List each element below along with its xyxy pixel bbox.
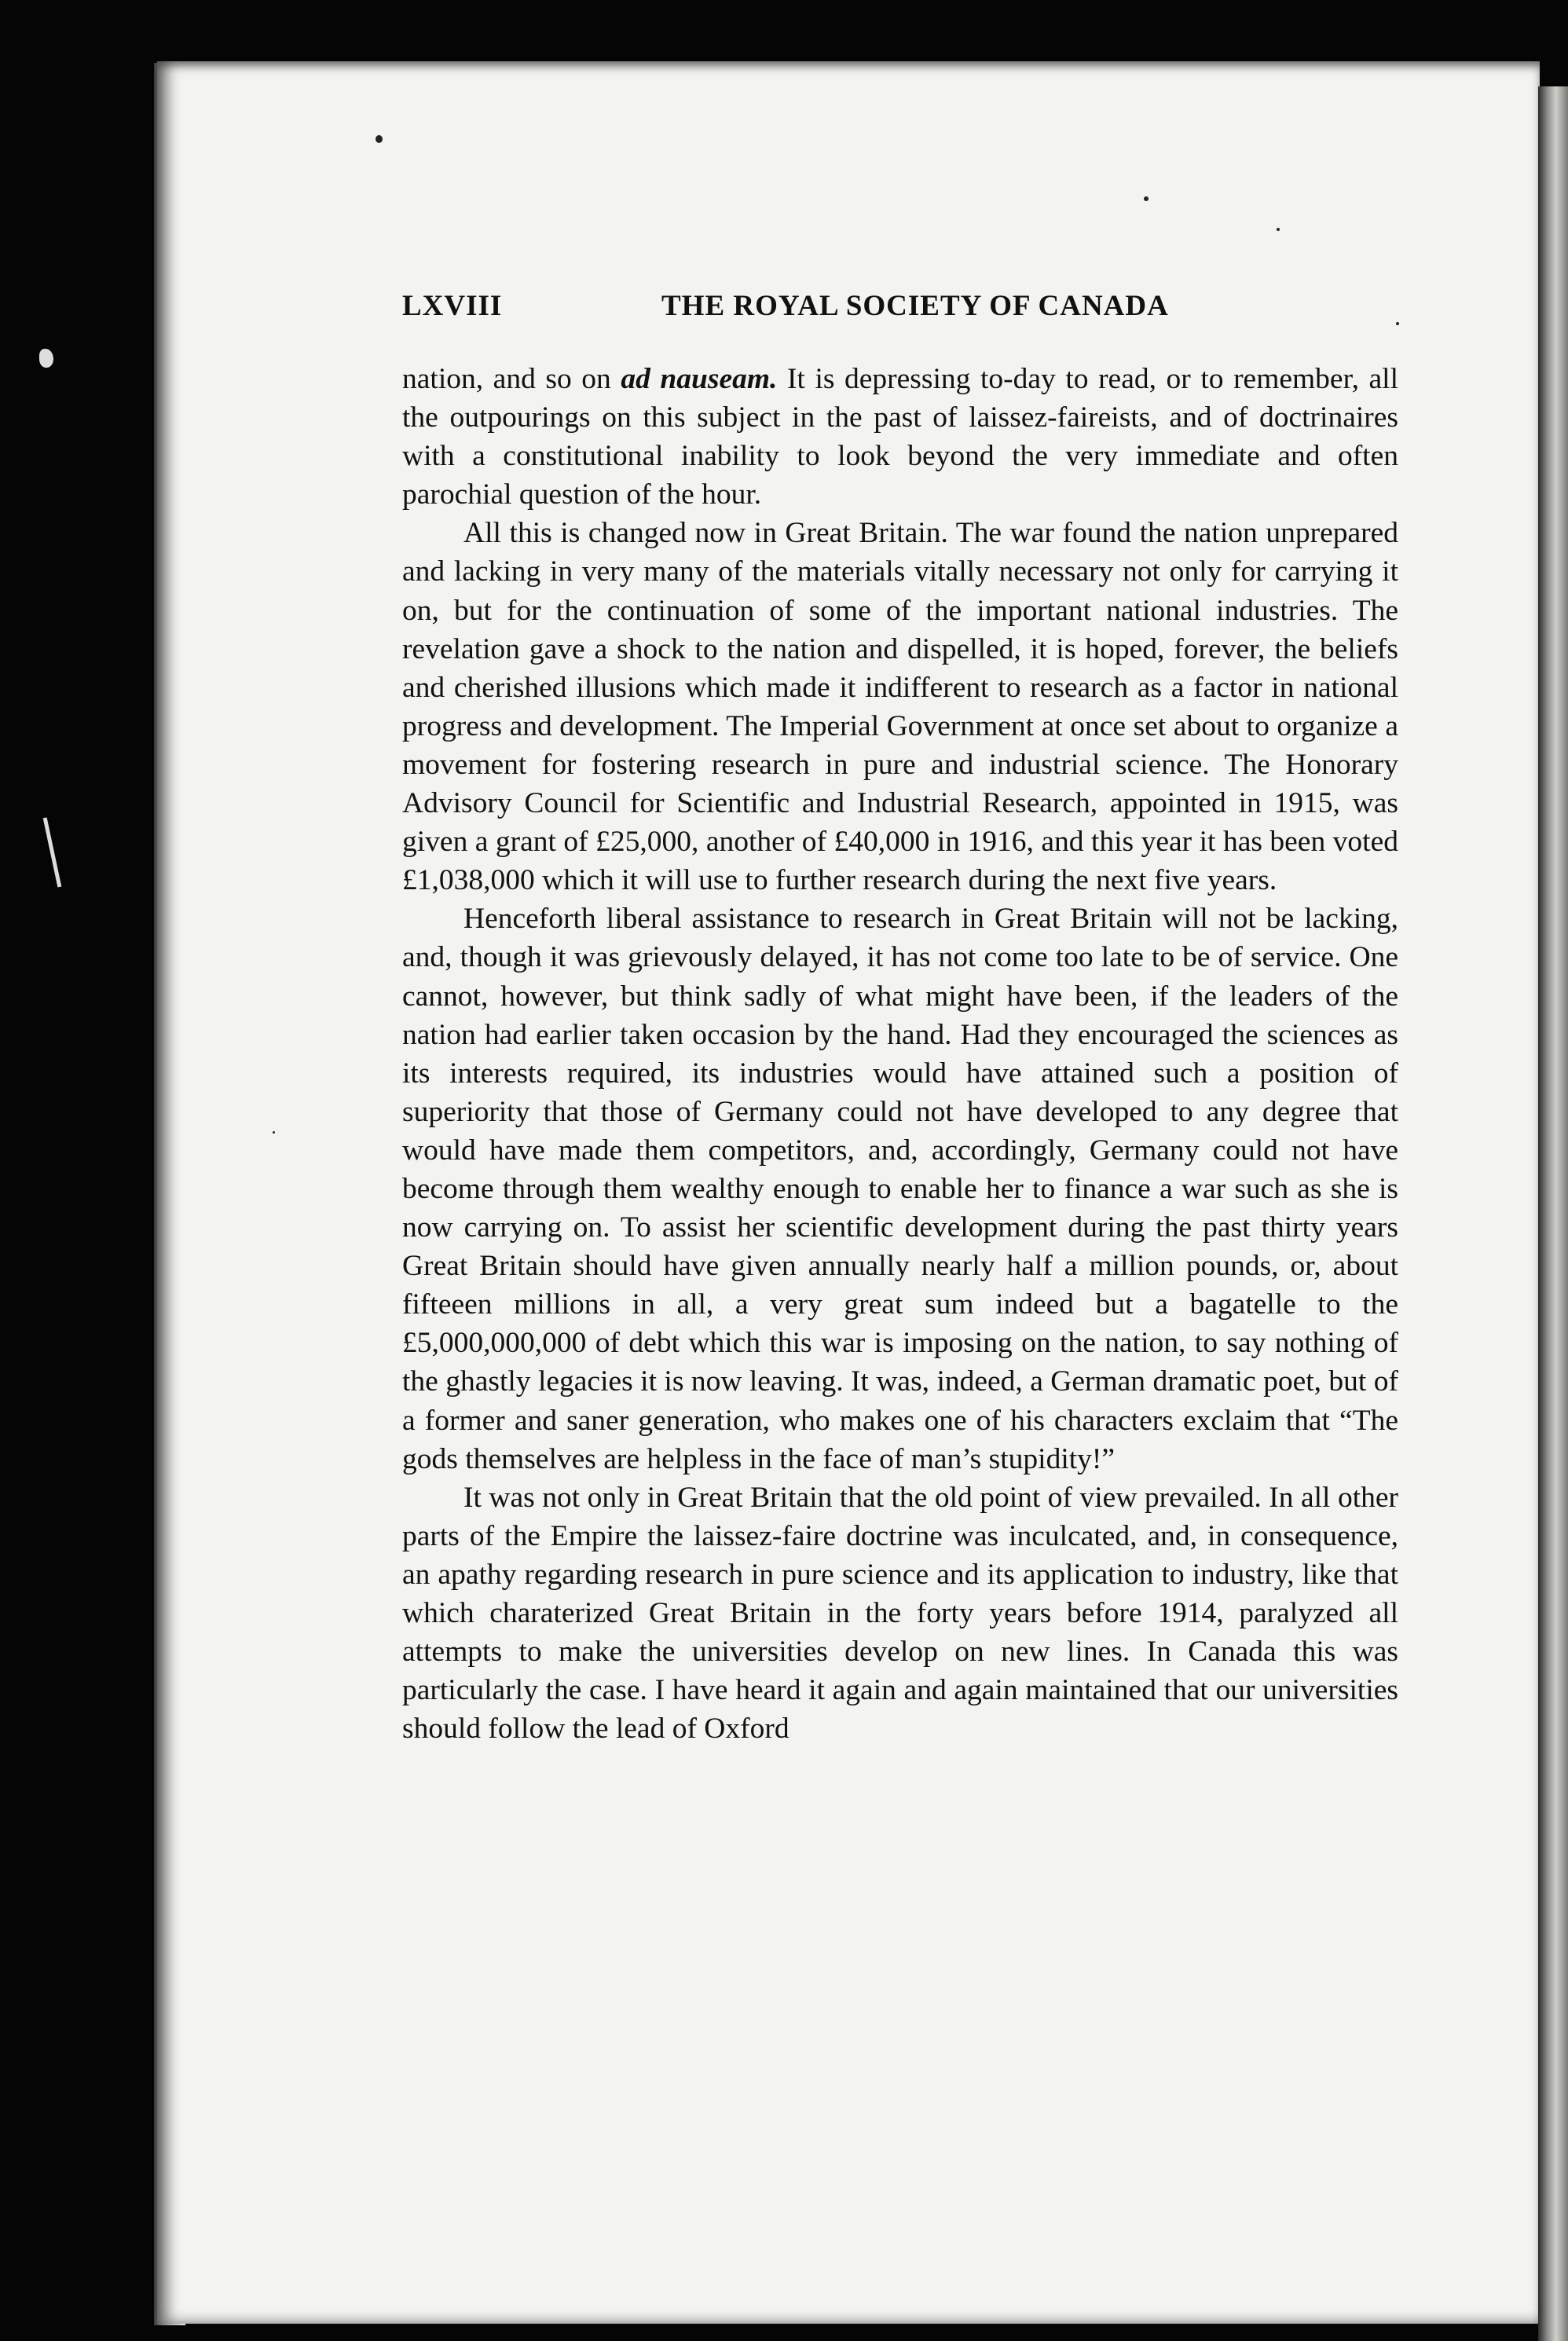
page-number: LXVIII <box>402 290 503 322</box>
paragraph-lead: nation, and so on <box>402 363 621 395</box>
ink-speck <box>1144 196 1149 201</box>
page-edge <box>1538 86 1568 2341</box>
body-text <box>402 360 1398 1748</box>
ink-speck <box>273 1131 275 1134</box>
scan-artifact <box>39 349 53 368</box>
running-head: THE ROYAL SOCIETY OF CANADA <box>661 290 1169 322</box>
paragraph <box>402 360 1398 514</box>
paragraph: Henceforth liberal assistance to research in Great Britain will not be lacking, and, though it was grievously delayed, it has not come too late to be of service. One cannot, however, but think sadly of what might have been, if the leaders of the nation had earlier taken occasion by the hand. Had they encouraged the sciences as its interests required, its industries would have attained such a position of superiority that those of Germany could not have developed to any degree that would have made them competitors, and, accordingly, Germany could not have become through them wealthy enough to enable her to finance a war such as she is now carrying on. To assist her scientific development during the past thirty years Great Britain should have given annually nearly half a million pounds, or, about fifteeen millions in all, a very great sum indeed but a bagatelle to the £5,000,000,000 of debt which this war is imposing on the nation, to say nothing of the ghastly legacies it is now leaving. It was, indeed, a German dramatic poet, but of a former and saner generation, who makes one of his characters exclaim that “The gods themselves are helpless in the face of man’s stupidity!” <box>402 903 1398 1475</box>
paragraph: It was not only in Great Britain that the old point of view prevailed. In all other parts of the Empire the laissez-faire doctrine was inculcated, and, in consequence, an apathy regarding research in pure science and its application to industry, like that which charaterized Great Britain in the forty years before 1914, paralyzed all attempts to make the universities develop on new lines. In Canada this was particularly the case. I have heard it again and again maintained that our universities should follow the lead of Oxford <box>402 1481 1398 1746</box>
scan-artifact <box>43 817 62 887</box>
page-header <box>402 289 1400 336</box>
paragraph-text: It is depressing to-day to read, or to remember, all the outpourings on this subject in the past of laissez-faireists, and of doctrinaires with a constitutional inability to look beyond the very immediate and often parochial question of the hour. <box>402 363 1398 511</box>
emphasized-phrase: ad nauseam. <box>621 363 778 395</box>
ink-speck <box>1277 228 1280 231</box>
paragraph: All this is changed now in Great Britain. The war found the nation unprepared and lacking in very many of the materials vitally necessary not only for carrying it on, but for the continuation of some of the important national industries. The revelation gave a shock to the nation and dispelled, it is hoped, forever, the beliefs and cherished illusions which made it indifferent to research as a factor in national progress and development. The Imperial Government at once set about to organize a movement for fostering research in pure and industrial science. The Honorary Advisory Council for Scientific and Industrial Research, appointed in 1915, was given a grant of £25,000, another of £40,000 in 1916, and this year it has been voted £1,038,000 which it will use to further research during the next five years. <box>402 517 1398 897</box>
ink-speck <box>376 135 383 143</box>
